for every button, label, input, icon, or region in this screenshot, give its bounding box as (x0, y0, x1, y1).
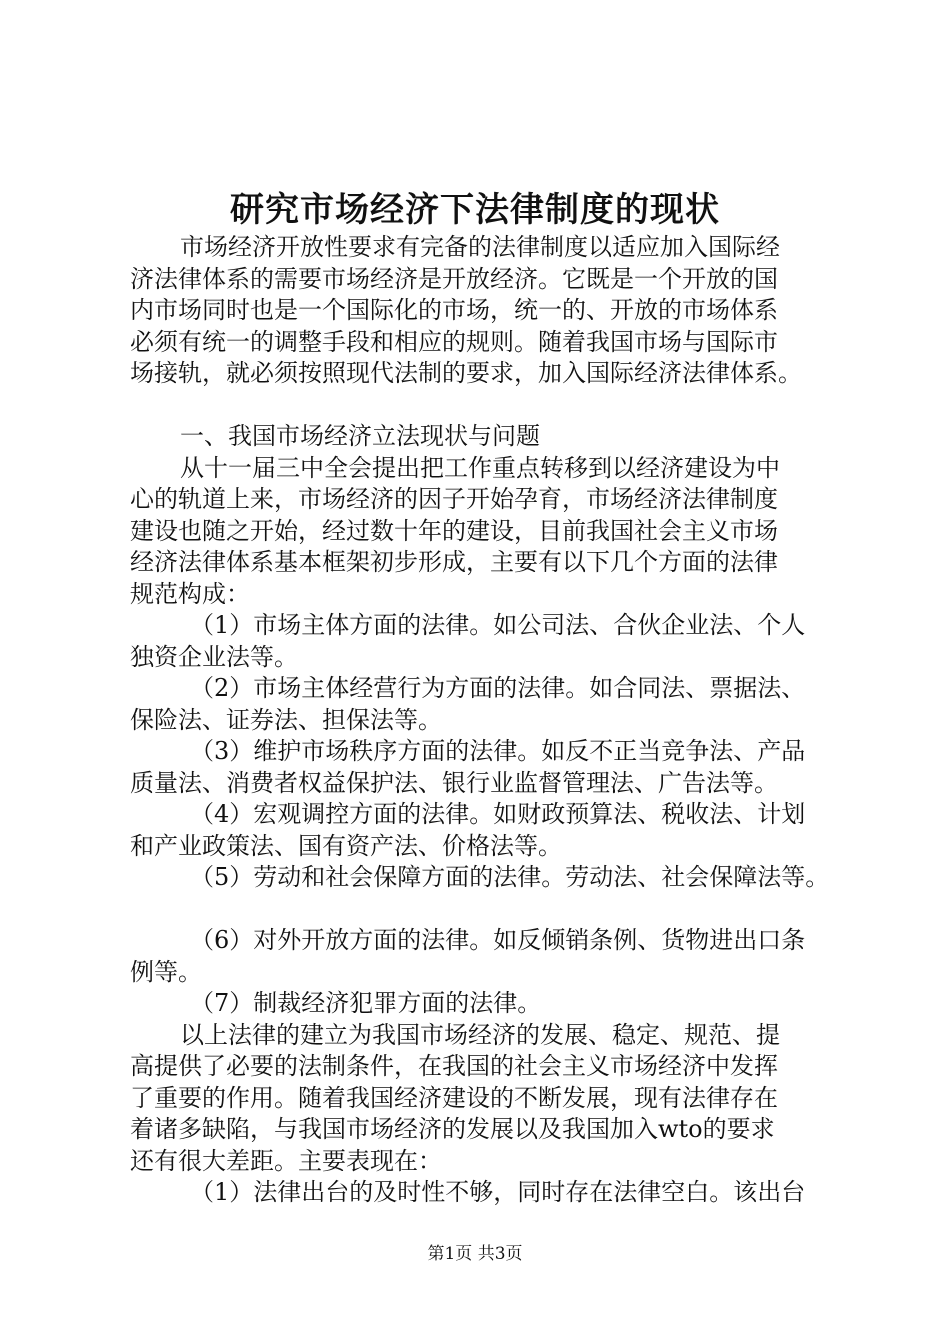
list-item-line: （1）法律出台的及时性不够，同时存在法律空白。该出台 (190, 1178, 806, 1206)
page-title: 研究市场经济下法律制度的现状 (230, 190, 720, 230)
document-body (130, 232, 835, 1209)
paragraph-line: 规范构成： (130, 579, 250, 608)
paragraph-line: 建设也随之开始，经过数十年的建设，目前我国社会主义市场 (130, 516, 778, 545)
list-item-line: 独资企业法等。 (130, 642, 298, 671)
paragraph-line: 必须有统一的调整手段和相应的规则。随着我国市场与国际市 (130, 327, 778, 356)
page-number: 第1页 共3页 (427, 1244, 523, 1264)
paragraph-line: 经济法律体系基本框架初步形成，主要有以下几个方面的法律 (130, 548, 778, 576)
paragraph-line: 市场经济开放性要求有完备的法律制度以适应加入国际经 (180, 233, 780, 261)
list-item-line: （4）宏观调控方面的法律。如财政预算法、税收法、计划 (190, 800, 806, 828)
list-item-line: 例等。 (130, 957, 202, 986)
list-item-line: （3）维护市场秩序方面的法律。如反不正当竞争法、产品 (190, 737, 806, 765)
list-item-line: （7）制裁经济犯罪方面的法律。 (190, 989, 542, 1017)
paragraph-line: 济法律体系的需要市场经济是开放经济。它既是一个开放的国 (130, 264, 778, 293)
list-item-line: 保险法、证券法、担保法等。 (130, 705, 442, 734)
paragraph-line: 还有很大差距。主要表现在： (130, 1146, 442, 1175)
blank-line (130, 894, 835, 926)
list-item-line: （1）市场主体方面的法律。如公司法、合伙企业法、个人 (190, 611, 806, 639)
section-heading: 一、我国市场经济立法现状与问题 (180, 422, 540, 450)
list-item-line: （2）市场主体经营行为方面的法律。如合同法、票据法、 (190, 674, 806, 702)
paragraph-line: 高提供了必要的法制条件，在我国的社会主义市场经济中发挥 (130, 1052, 778, 1080)
paragraph-line: 场接轨，就必须按照现代法制的要求，加入国际经济法律体系。 (130, 359, 802, 387)
paragraph-line: 心的轨道上来，市场经济的因子开始孕育，市场经济法律制度 (130, 485, 778, 513)
blank-line (130, 390, 835, 422)
paragraph-line: 着诸多缺陷，与我国市场经济的发展以及我国加入wto的要求 (130, 1115, 775, 1143)
paragraph-line: 从十一届三中全会提出把工作重点转移到以经济建设为中 (180, 453, 780, 482)
list-item-line: 和产业政策法、国有资产法、价格法等。 (130, 831, 562, 860)
paragraph-line: 以上法律的建立为我国市场经济的发展、稳定、规范、提 (180, 1020, 780, 1049)
list-item-line: （5）劳动和社会保障方面的法律。劳动法、社会保障法等。 (190, 863, 830, 891)
list-item-line: 质量法、消费者权益保护法、银行业监督管理法、广告法等。 (130, 768, 778, 797)
list-item-line: （6）对外开放方面的法律。如反倾销条例、货物进出口条 (190, 926, 806, 954)
paragraph-line: 了重要的作用。随着我国经济建设的不断发展，现有法律存在 (130, 1083, 778, 1112)
paragraph-line: 内市场同时也是一个国际化的市场，统一的、开放的市场体系 (130, 296, 778, 324)
